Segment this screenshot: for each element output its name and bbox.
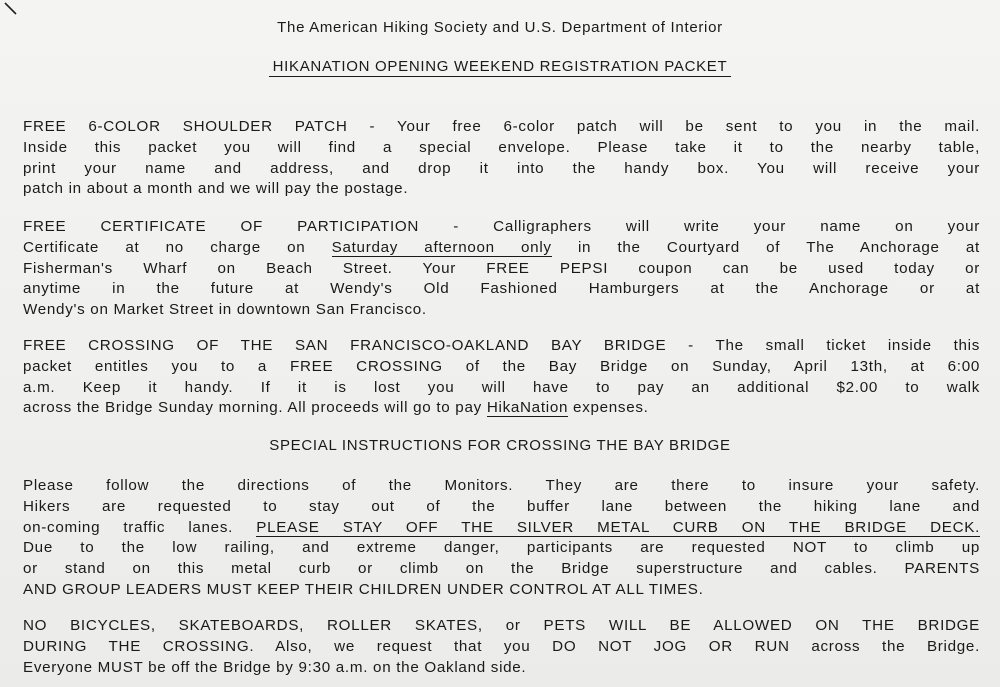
paragraph-line: Everyone MUST be off the Bridge by 9:30 a.m. on the Oakland side. <box>23 658 527 676</box>
paragraph-line: DURING THE CROSSING. Also, we request that you DO NOT JOG OR RUN across the Bridge. <box>23 637 980 655</box>
line-text: on-coming traffic lanes. <box>23 518 257 536</box>
paragraph-line: a.m. Keep it handy. If it is lost you will have to pay an additional $2.00 to walk <box>23 378 980 396</box>
paragraph-line: FREE CERTIFICATE OF PARTICIPATION - Calligraphers will write your name on your <box>23 218 980 235</box>
paragraph-line: or stand on this metal curb or climb on the Bridge superstructure and cables. PARENTS <box>23 560 980 578</box>
paragraph-line: FREE 6-COLOR SHOULDER PATCH - Your free 6-color patch will be sent to you in the mail. <box>23 118 980 135</box>
paragraph-line: Hikers are requested to stay out of the buffer lane between the hiking lane and <box>23 497 980 515</box>
instructions-paragraph <box>23 476 980 601</box>
line-text: expenses. <box>568 399 649 417</box>
paragraph-line: Please follow the directions of the Monitors. They are there to insure your safety. <box>23 477 980 494</box>
document-header: The American Hiking Society and U.S. Department of Interior <box>277 19 723 36</box>
line-text: in the Courtyard of The Anchorage at <box>551 238 980 256</box>
paragraph-line: anytime in the future at Wendy's Old Fashioned Hamburgers at the Anchorage or at <box>23 280 980 298</box>
bridge-crossing-paragraph <box>23 336 980 419</box>
underlined-text-curb-warning: PLEASE STAY OFF THE SILVER METAL CURB ON THE BRIDGE DECK. <box>256 518 981 536</box>
special-instructions-heading: SPECIAL INSTRUCTIONS FOR CROSSING THE BAY BRIDGE <box>269 437 731 454</box>
underlined-text-saturday: Saturday afternoon only <box>331 238 552 256</box>
paragraph-line: Due to the low railing, and extreme danger, participants are requested NOT to climb up <box>23 539 980 557</box>
shoulder-patch-paragraph <box>23 117 980 200</box>
paragraph-line: NO BICYCLES, SKATEBOARDS, ROLLER SKATES, or PETS WILL BE ALLOWED ON THE BRIDGE <box>23 617 980 634</box>
paragraph-line: patch in about a month and we will pay the postage. <box>23 180 409 198</box>
paragraph-line <box>23 398 980 419</box>
underlined-text-hikanation: HikaNation <box>486 399 569 417</box>
paragraph-line: AND GROUP LEADERS MUST KEEP THEIR CHILDREN UNDER CONTROL AT ALL TIMES. <box>23 580 704 598</box>
paragraph-line: Wendy's on Market Street in downtown San Francisco. <box>23 301 427 319</box>
certificate-paragraph <box>23 217 980 321</box>
paragraph-line: packet entitles you to a FREE CROSSING of the Bay Bridge on Sunday, April 13th, at 6:00 <box>23 357 980 375</box>
paragraph-line: Inside this packet you will find a special envelope. Please take it to the nearby table, <box>23 138 980 156</box>
prohibited-items-paragraph <box>23 616 980 678</box>
corner-mark-icon <box>4 2 18 16</box>
line-text: across the Bridge Sunday morning. All proceeds will go to pay <box>23 399 487 417</box>
paragraph-line: print your name and address, and drop it into the handy box. You will receive your <box>23 159 980 177</box>
paragraph-line: Fisherman's Wharf on Beach Street. Your FREE PEPSI coupon can be used today or <box>23 259 980 277</box>
document-title <box>0 58 1000 75</box>
paragraph-line <box>23 238 980 259</box>
document-title-text: HIKANATION OPENING WEEKEND REGISTRATION PACKET <box>269 58 732 77</box>
paragraph-line: FREE CROSSING OF THE SAN FRANCISCO-OAKLAND BAY BRIDGE - The small ticket inside this <box>23 337 980 354</box>
paragraph-line <box>23 518 980 539</box>
line-text: Certificate at no charge on <box>23 238 332 256</box>
